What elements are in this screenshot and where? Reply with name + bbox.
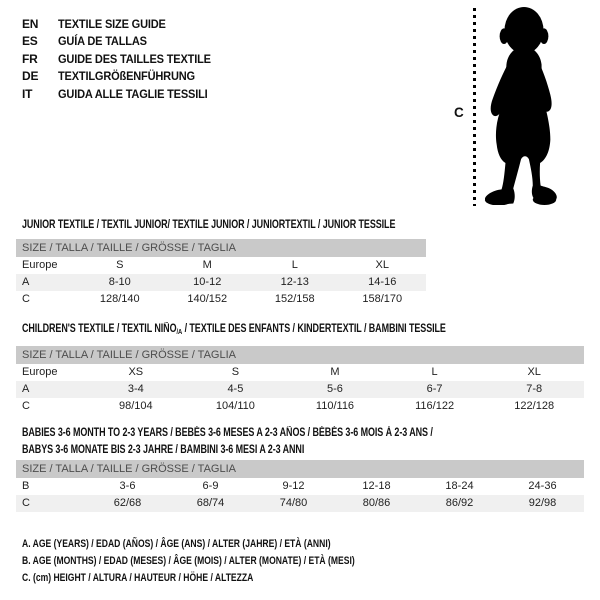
size-cell: 9-12 <box>282 480 305 492</box>
footnote-legend <box>22 536 355 587</box>
size-cell: M <box>330 366 340 378</box>
language-title: GUIDA ALLE TAGLIE TESSILI <box>58 86 208 101</box>
size-cell: 98/104 <box>118 400 153 412</box>
language-code: DE <box>22 69 39 84</box>
size-cell: 4-5 <box>227 383 244 395</box>
language-code: IT <box>22 86 33 101</box>
size-cell: L <box>291 259 298 271</box>
size-table-junior <box>16 239 426 308</box>
size-header-bar: SIZE / TALLA / TAILLE / GRÖSSE / TAGLIA <box>16 346 584 364</box>
toddler-silhouette <box>480 5 568 205</box>
size-cell: 116/122 <box>415 400 455 412</box>
size-cell: 3-4 <box>127 383 144 395</box>
footnote-a: A. AGE (YEARS) / EDAD (AÑOS) / ÂGE (ANS) / ALTER (JAHRE) / ETÀ (ANNI) <box>22 538 331 550</box>
size-header-bar: SIZE / TALLA / TAILLE / GRÖSSE / TAGLIA <box>16 239 426 257</box>
table-row <box>16 398 584 415</box>
babies-title-line-2: BABYS 3-6 MONATE BIS 2-3 JAHRE / BAMBINI 3-6 MESI A 2-3 ANNI <box>22 444 305 456</box>
size-cell: L <box>431 366 438 378</box>
language-row <box>22 50 224 68</box>
height-measure-line <box>473 8 476 206</box>
size-cell: 140/152 <box>187 293 228 305</box>
language-title: TEXTILGRÖßENFÜHRUNG <box>58 69 195 84</box>
babies-title-line-1: BABIES 3-6 MONTH TO 2-3 YEARS / BEBÉS 3-6 MESES A 2-3 AÑOS / BÉBÉS 3-6 MOIS À 2-3 ANS / <box>22 427 433 439</box>
size-cell: 3-6 <box>119 480 136 492</box>
junior-section-title: JUNIOR TEXTILE / TEXTIL JUNIOR/ TEXTILE JUNIOR / JUNIORTEXTIL / JUNIOR TESSILE <box>22 219 396 231</box>
size-cell: 7-8 <box>526 383 543 395</box>
row-label: C <box>22 497 30 509</box>
size-cell: 80/86 <box>362 497 391 509</box>
language-row <box>22 33 224 51</box>
size-cell: M <box>202 259 212 271</box>
table-row <box>16 291 426 308</box>
size-cell: 92/98 <box>528 497 557 509</box>
children-section-title <box>22 321 446 338</box>
size-cell: 12-18 <box>362 480 391 492</box>
size-cell: 122/128 <box>514 400 555 412</box>
size-cell: 14-16 <box>368 276 397 288</box>
row-label: A <box>22 383 30 395</box>
size-table-babies <box>16 460 584 512</box>
footnote-b: B. AGE (MONTHS) / EDAD (MESES) / ÂGE (MOIS) / ALTER (MONATE) / ETÀ (MESI) <box>22 555 355 567</box>
title-part: CHILDREN'S TEXTILE / TEXTIL NIÑO <box>22 323 177 335</box>
size-cell: 12-13 <box>280 276 309 288</box>
size-cell: XS <box>128 366 144 378</box>
size-cell: 18-24 <box>445 480 474 492</box>
size-cell: 8-10 <box>108 276 131 288</box>
title-subscript: /A <box>176 327 183 336</box>
row-label: B <box>22 480 30 492</box>
size-cell: 6-7 <box>426 383 443 395</box>
size-cell: S <box>116 259 124 271</box>
language-title: TEXTILE SIZE GUIDE <box>58 16 166 31</box>
row-label: C <box>22 293 30 305</box>
size-cell: XL <box>375 259 389 271</box>
size-cell: 74/80 <box>279 497 308 509</box>
size-cell: 6-9 <box>202 480 219 492</box>
row-label: Europe <box>22 259 58 271</box>
row-label: A <box>22 276 30 288</box>
size-cell: 24-36 <box>528 480 557 492</box>
language-title-list <box>22 15 224 103</box>
language-row <box>22 68 224 86</box>
size-cell: 62/68 <box>113 497 142 509</box>
table-row <box>16 381 584 398</box>
table-row <box>16 478 584 495</box>
size-cell: 104/110 <box>215 400 255 412</box>
title-part: / TEXTILE DES ENFANTS / KINDERTEXTIL / BAMBINI TESSILE <box>182 323 446 335</box>
language-code: EN <box>22 16 39 31</box>
language-title: GUÍA DE TALLAS <box>58 34 147 49</box>
table-row <box>16 257 426 274</box>
language-row <box>22 15 224 33</box>
language-code: ES <box>22 34 38 49</box>
language-code: FR <box>22 51 38 66</box>
babies-section-title <box>22 425 433 459</box>
size-cell: 10-12 <box>193 276 222 288</box>
size-cell: XL <box>527 366 541 378</box>
size-cell: 152/158 <box>274 293 315 305</box>
row-label: Europe <box>22 366 58 378</box>
size-table-children <box>16 346 584 415</box>
size-cell: 128/140 <box>99 293 140 305</box>
size-header-bar: SIZE / TALLA / TAILLE / GRÖSSE / TAGLIA <box>16 460 584 478</box>
row-label: C <box>22 400 30 412</box>
size-cell: 86/92 <box>445 497 474 509</box>
footnote-c: C. (cm) HEIGHT / ALTURA / HAUTEUR / HÖHE / ALTEZZA <box>22 572 254 584</box>
size-cell: 68/74 <box>196 497 225 509</box>
size-cell: 5-6 <box>327 383 343 395</box>
size-cell: 158/170 <box>362 293 403 305</box>
table-row <box>16 364 584 381</box>
table-row <box>16 274 426 291</box>
size-cell: 110/116 <box>315 400 355 412</box>
size-cell: S <box>231 366 240 378</box>
table-row <box>16 495 584 512</box>
language-row <box>22 85 224 103</box>
language-title: GUIDE DES TAILLES TEXTILE <box>58 51 211 66</box>
measure-label-c: C <box>454 105 464 120</box>
